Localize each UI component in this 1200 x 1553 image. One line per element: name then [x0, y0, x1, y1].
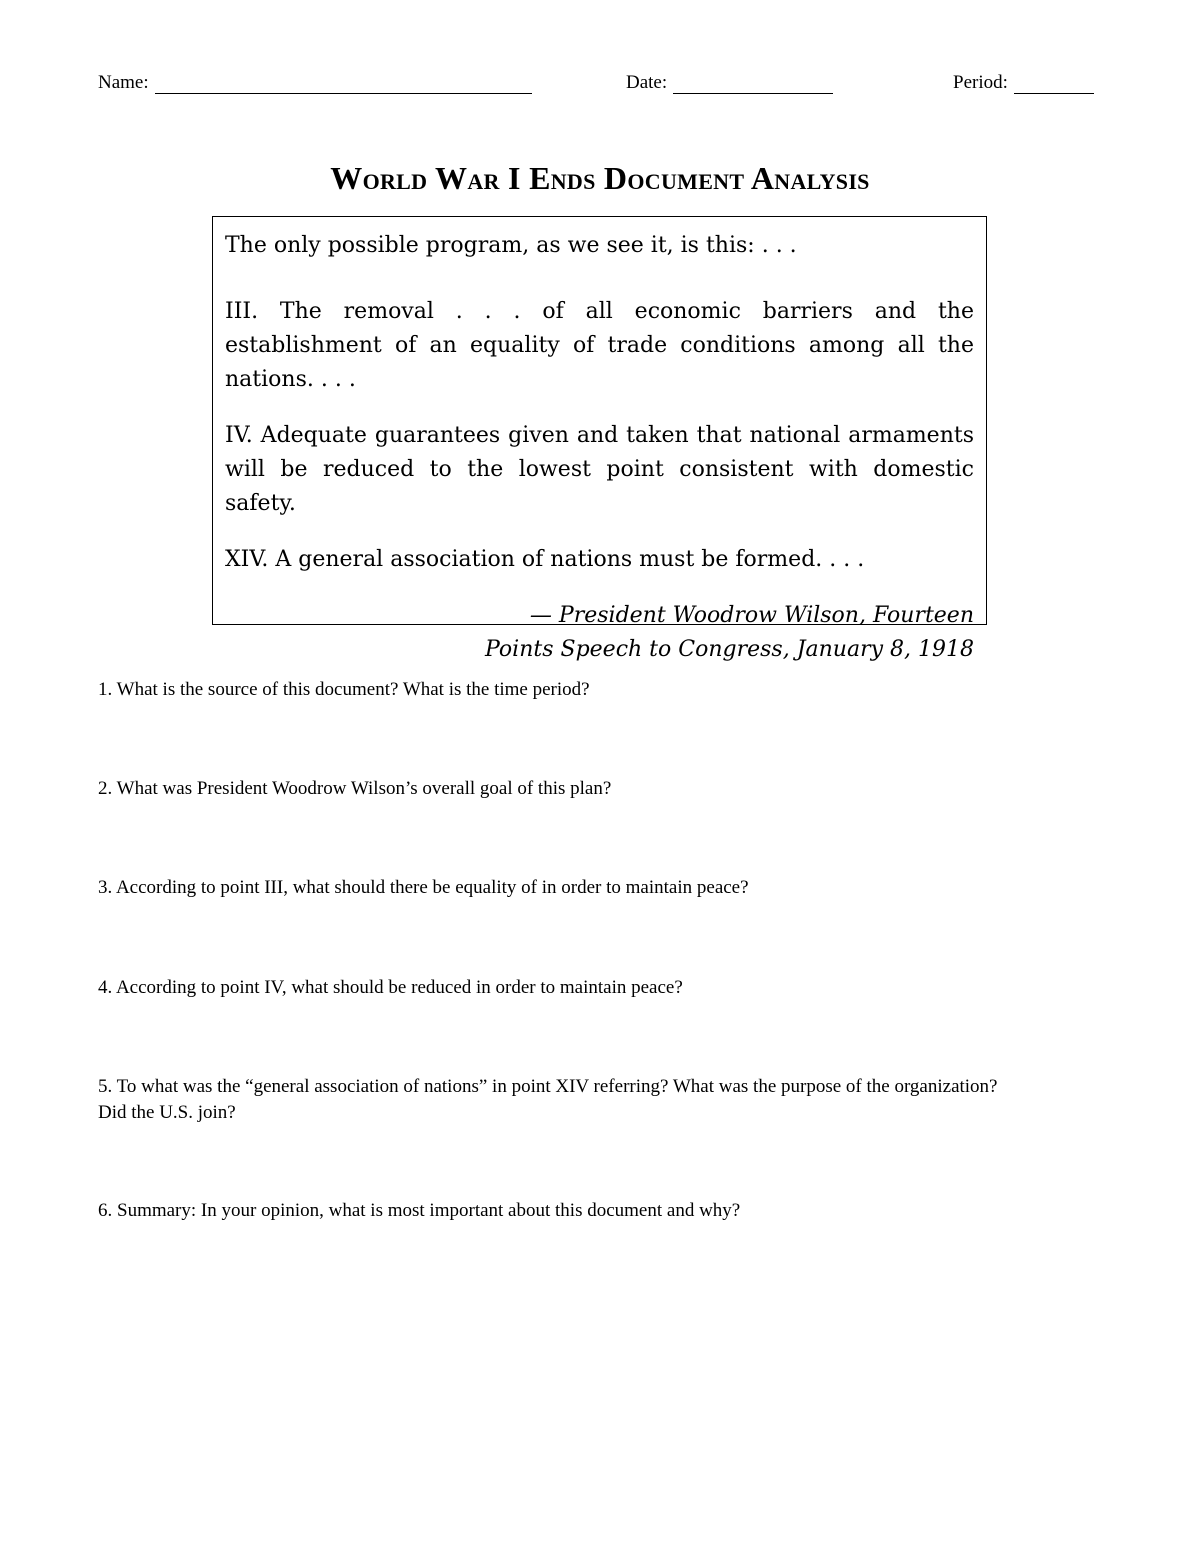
attribution-line-1: — President Woodrow Wilson, Fourteen [529, 603, 974, 628]
quote-attribution [225, 599, 974, 667]
question-6: 6. Summary: In your opinion, what is most important about this document and why? [98, 1200, 741, 1221]
date-label: Date: [626, 72, 668, 93]
quote-point-iv: IV. Adequate guarantees given and taken that national armaments will be reduced to the lowest point consistent with domestic safety. [225, 423, 974, 516]
name-blank-line[interactable] [155, 75, 532, 94]
question-5: 5. To what was the “general association of nations” in point XIV referring? What was the purpose of the organization? Did the U.S. join? [98, 1076, 998, 1123]
header [0, 72, 1200, 102]
date-blank-line[interactable] [673, 75, 833, 94]
quote-point-xiv: XIV. A general association of nations must be formed. . . . [225, 547, 865, 572]
period-label: Period: [953, 72, 1008, 93]
name-field[interactable] [98, 72, 532, 94]
page-title: World War I Ends Document Analysis [330, 160, 870, 196]
question-3: 3. According to point III, what should there be equality of in order to maintain peace? [98, 877, 749, 898]
date-field[interactable] [626, 72, 833, 94]
question-1: 1. What is the source of this document? What is the time period? [98, 679, 590, 700]
attribution-line-2: Points Speech to Congress, January 8, 1918 [485, 637, 974, 662]
quote-intro: The only possible program, as we see it, is this: . . . [225, 233, 797, 258]
document-quote-box [212, 216, 987, 662]
question-4: 4. According to point IV, what should be reduced in order to maintain peace? [98, 977, 683, 998]
name-label: Name: [98, 72, 149, 93]
question-2: 2. What was President Woodrow Wilson’s overall goal of this plan? [98, 778, 612, 799]
period-field[interactable] [953, 72, 1094, 94]
period-blank-line[interactable] [1014, 75, 1094, 94]
quote-point-iii: III. The removal . . . of all economic barriers and the establishment of an equality of trade conditions among all the nations. . . . [225, 299, 974, 392]
